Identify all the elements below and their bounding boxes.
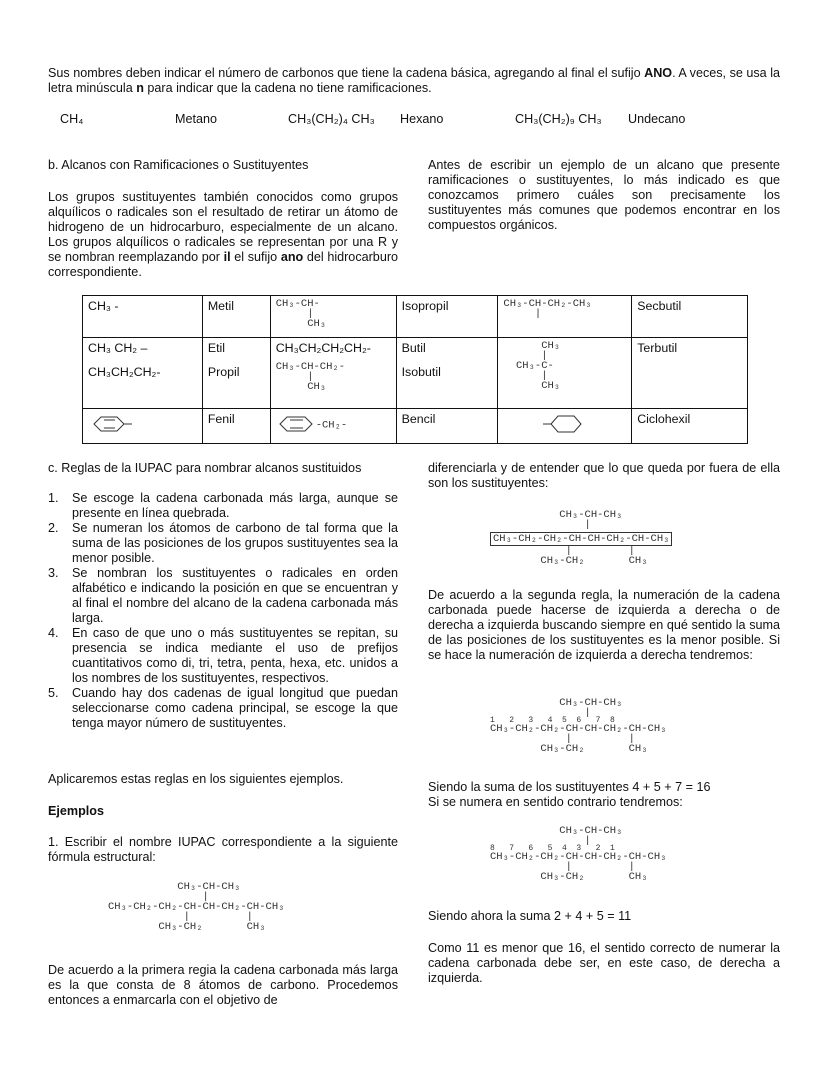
alkane-name: Hexano	[400, 112, 444, 126]
paragraph: diferenciarla y de entender que lo que queda por fuera de ella son los sustituyentes:	[428, 461, 780, 490]
cell: Fenil	[202, 409, 270, 444]
cell: Secbutil	[632, 296, 748, 338]
formula: CH₄	[60, 112, 84, 126]
cell: Isobutil	[401, 365, 441, 379]
substituents-table	[82, 295, 748, 444]
formula: CH₃-CH- | CH₃	[275, 298, 327, 330]
cell: Butil	[401, 341, 426, 355]
cell: Isopropil	[396, 296, 498, 338]
formula: CH₃-CH-CH₂-CH₃ |	[503, 298, 592, 320]
list-item: 5. Cuando hay dos cadenas de igual longitud que puedan seleccionarse como cadena principal, se escoge la que tenga mayor número de sustituyentes.	[48, 686, 398, 730]
cell: Propil	[207, 365, 240, 379]
cell: CH₃CH₂CH₂CH₂-	[275, 341, 371, 355]
cell: Ciclohexil	[632, 409, 748, 444]
alkane-name: Undecano	[628, 112, 686, 126]
list-item: 4. En caso de que uno o más sustituyentes se repitan, su presencia se indica mediante el uso de prefijos cuantitativos como di, tri, tetra, penta, hexa, etc. unidos a los nombres de los sustituyentes, respectivos.	[48, 626, 398, 685]
formula: -CH₂-	[315, 419, 348, 432]
rules-list	[48, 491, 398, 731]
cell: CH₃ CH₂ –	[88, 341, 148, 355]
benzene-ring-icon	[88, 412, 148, 436]
formula: CH₃ | CH₃-C- | CH₃	[515, 340, 561, 392]
list-item: 1. Se escoge la cadena carbonada más larga, aunque se presente en línea quebrada.	[48, 491, 398, 520]
intro-paragraph: Sus nombres deben indicar el número de carbonos que tiene la cadena básica, agregando al final el sufijo ANO. A veces, se usa la letra minúscula n para indicar que la cadena no tiene ramificaciones.	[48, 66, 781, 95]
paragraph: De acuerdo a la segunda regla, la numeración de la cadena carbonada puede hacerse de izquierda a derecha o de derecha a izquierda buscando siempre en qué sentido la suma de las posiciones de los sustituyentes es la menor posible. Si se hace la numeración de izquierda a derecha tendremos:	[428, 588, 780, 662]
paragraph: Los grupos sustituyentes también conocidos como grupos alquílicos o radicales son el resultado de retirar un átomo de hidrogeno de un hidrocarburo, especialmente de un alcano. Los grupos alquílicos o radicales se representan por una R y se nombran reemplazando por il el sufijo ano del hidrocarburo correspondiente.	[48, 190, 399, 279]
cell: Metil	[202, 296, 270, 338]
subheading: Ejemplos	[48, 804, 104, 818]
table-row	[83, 338, 748, 409]
table-row	[83, 409, 748, 444]
section-heading: c. Reglas de la IUPAC para nombrar alcanos sustituidos	[48, 461, 362, 475]
structural-formula: CH₃-CH-CH₃ | CH₃-CH₂-CH₂-CH-CH-CH₂-CH-CH₃ | | CH₃-CH₂ CH₃	[108, 881, 285, 933]
paragraph: Siendo la suma de los sustituyentes 4 + 5 + 7 = 16	[428, 780, 711, 794]
numbered-formula-rl: CH₃-CH-CH₃ | 8 7 6 5 4 3 2 1 CH₃-CH₂-CH₂-CH-CH-CH₂-CH-CH₃ | | CH₃-CH₂ CH₃	[490, 825, 667, 883]
paragraph: Si se numera en sentido contrario tendremos:	[428, 795, 683, 809]
cell: CH₃ -	[83, 296, 203, 338]
cell: Etil	[207, 341, 226, 355]
formula: CH₃(CH₂)₉ CH₃	[515, 112, 602, 126]
cell: Bencil	[396, 409, 498, 444]
section-heading: b. Alcanos con Ramificaciones o Sustituyentes	[48, 158, 309, 172]
paragraph: 1. Escribir el nombre IUPAC correspondiente a la siguiente fórmula estructural:	[48, 835, 398, 864]
alkane-name: Metano	[175, 112, 218, 126]
formula: CH₃(CH₂)₄ CH₃	[288, 112, 375, 126]
paragraph: Antes de escribir un ejemplo de un alcano que presente ramificaciones o sustituyentes, lo más indicado es que conozcamos primero cuáles son precisamente los sustituyentes más comunes que podemos encontrar en los compuestos orgánicos.	[428, 158, 780, 232]
list-item: 2. Se numeran los átomos de carbono de tal forma que la suma de las posiciones de los grupos sustituyentes sea la menor posible.	[48, 521, 398, 565]
benzene-ring-icon	[276, 412, 316, 436]
cell: CH₃CH₂CH₂-	[88, 365, 161, 379]
boxed-structural-formula: CH₃-CH-CH₃ | CH₃-CH₂-CH₂-CH-CH-CH₂-CH-CH₃ | | CH₃-CH₂ CH₃	[490, 510, 672, 566]
table-row	[83, 296, 748, 338]
paragraph: Aplicaremos estas reglas en los siguientes ejemplos.	[48, 772, 344, 786]
formula: CH₃-CH-CH₂- | CH₃	[275, 361, 346, 393]
list-item: 3. Se nombran los sustituyentes o radicales en orden alfabético e indicando la posición en que se encuentran y al final el nombre del alcano de la cadena carbonada más larga.	[48, 566, 398, 625]
cyclohexane-ring-icon	[535, 412, 595, 436]
paragraph: Como 11 es menor que 16, el sentido correcto de numerar la cadena carbonada debe ser, en este caso, de derecha a izquierda.	[428, 941, 780, 985]
cell: Terbutil	[632, 338, 748, 409]
paragraph: De acuerdo a la primera regia la cadena carbonada más larga es la que consta de 8 átomos de carbono. Procedemos entonces a enmarcarla con el objetivo de	[48, 963, 398, 1007]
paragraph: Siendo ahora la suma 2 + 4 + 5 = 11	[428, 909, 632, 923]
numbered-formula-lr: CH₃-CH-CH₃ | 1 2 3 4 5 6 7 8 CH₃-CH₂-CH₂-CH-CH-CH₂-CH-CH₃ | | CH₃-CH₂ CH₃	[490, 697, 667, 755]
